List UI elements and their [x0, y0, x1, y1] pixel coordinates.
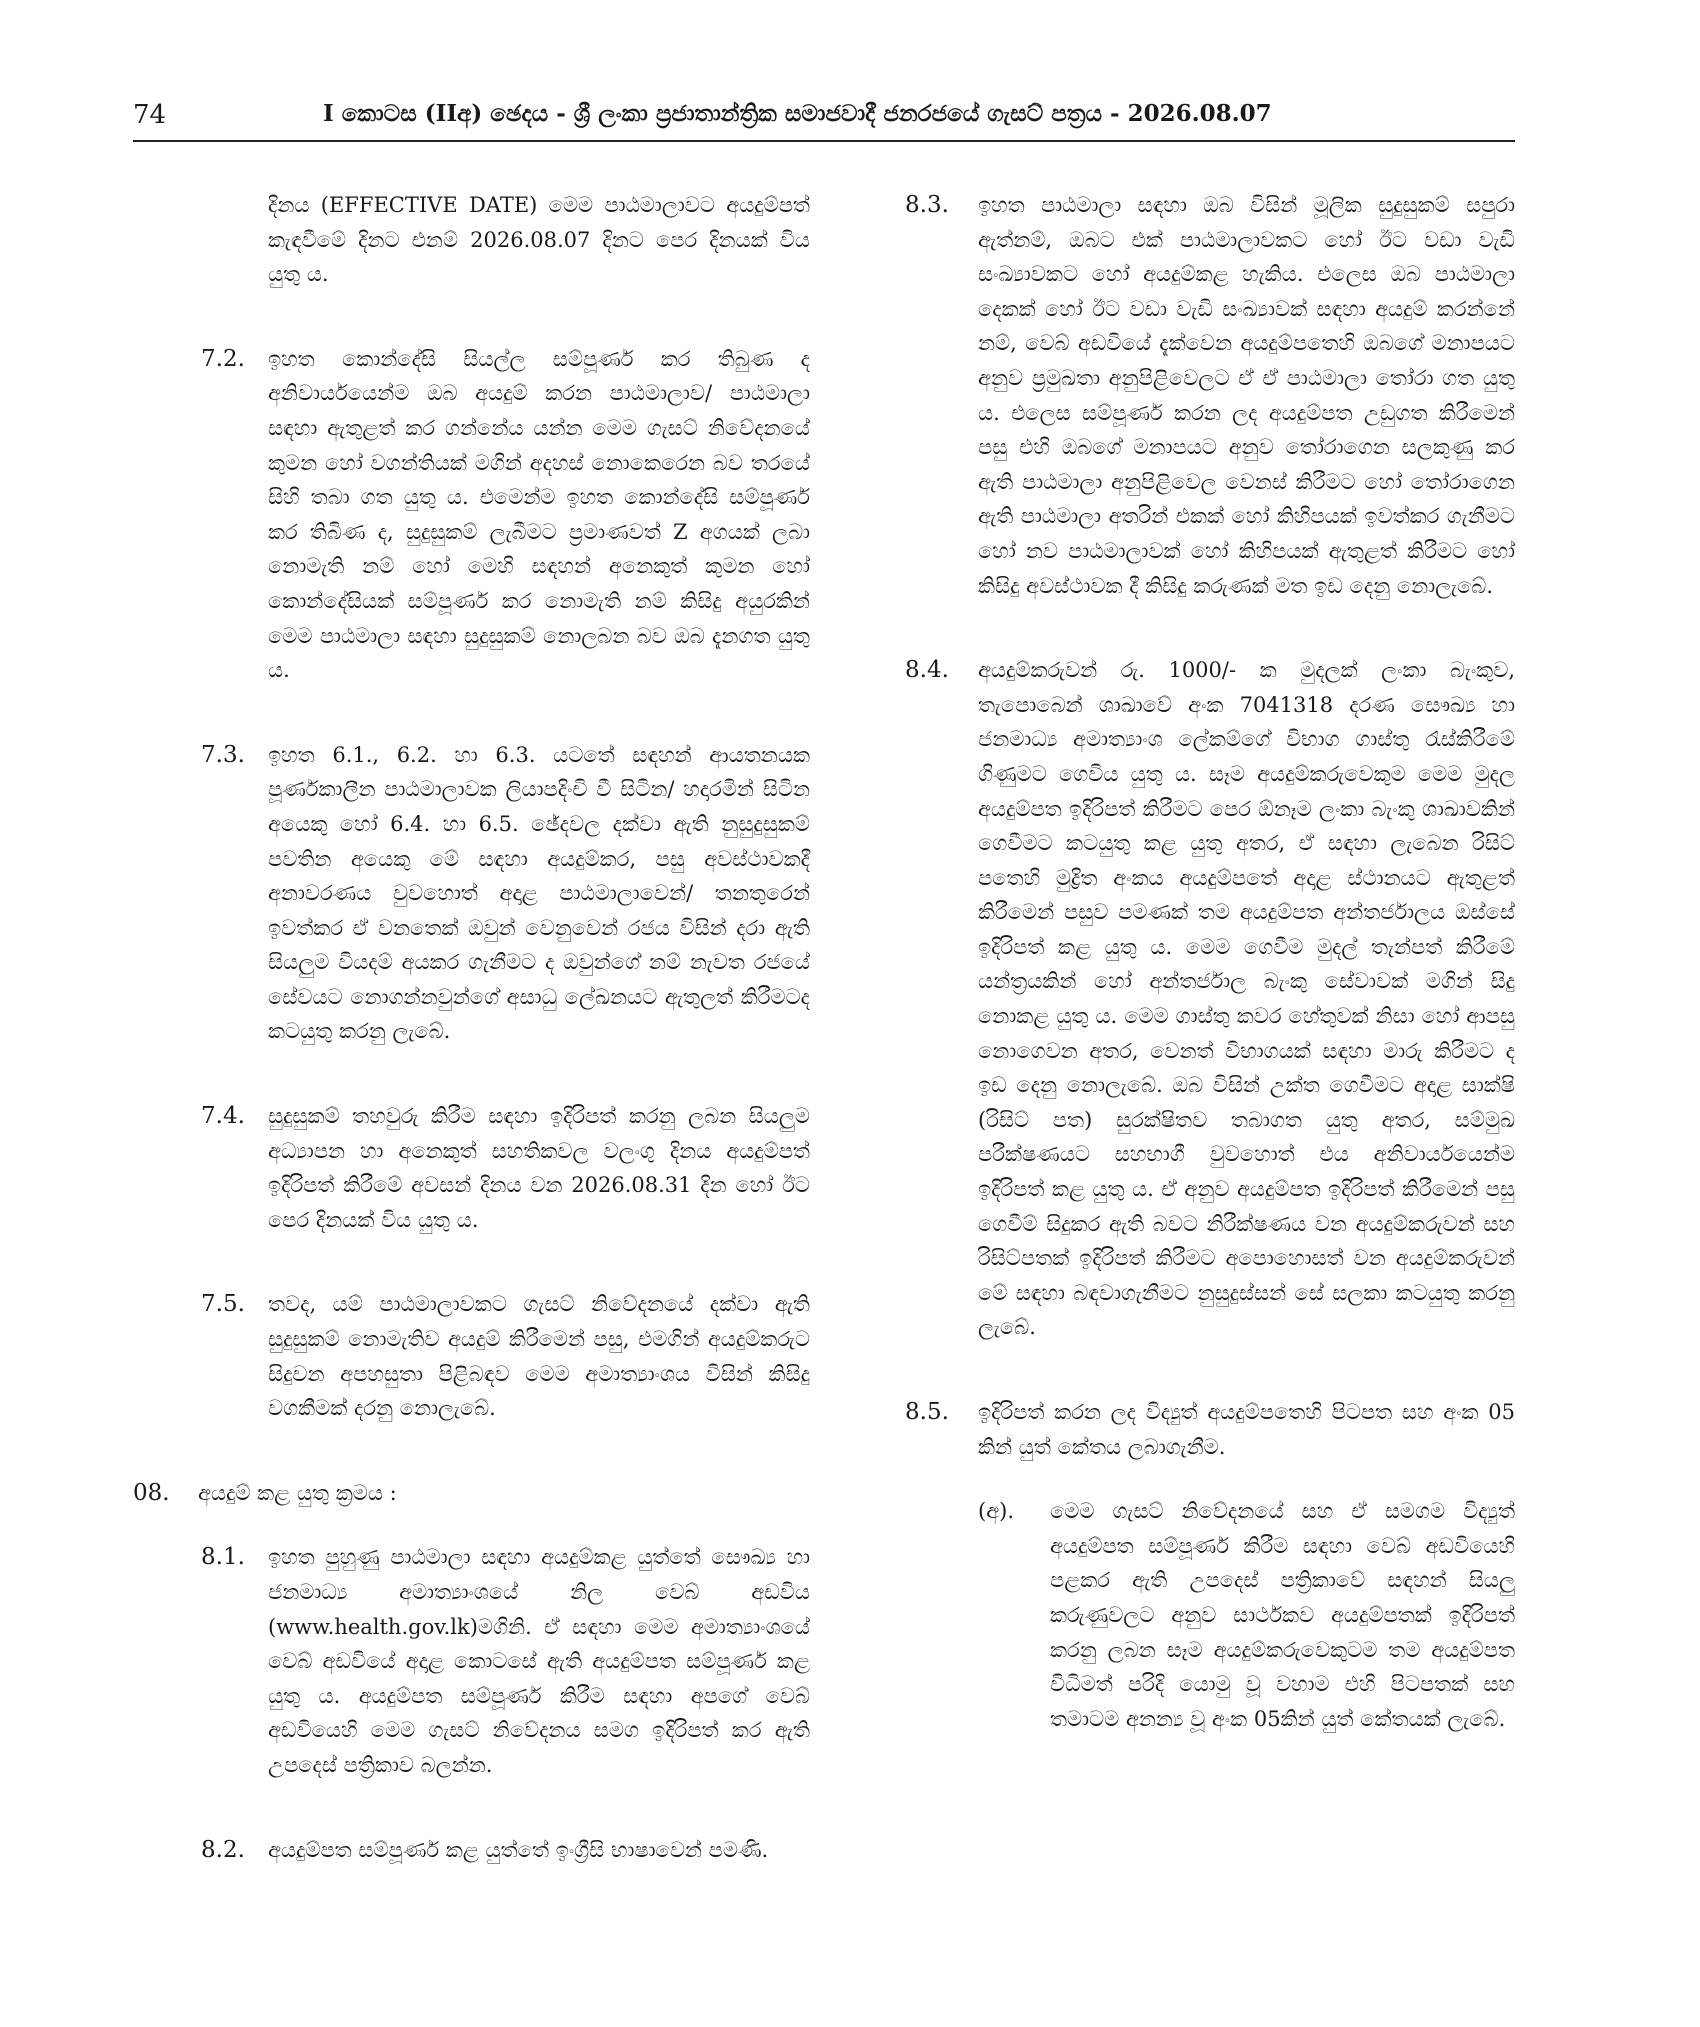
clause-8-4 [905, 653, 1515, 1345]
clause-text: සුදුසුකම් තහවුරු කිරීම සඳහා ඉදිරිපත් කරනු ලබන සියලුම අධ්‍යාපන හා අනෙකුත් සහතිකවල වලංගු දිනය අයදුම්පත් ඉදිරිපත් කිරීමේ අවසන් දිනය වන 2026.08.31 දින හෝ ඊට පෙර දිනයක් විය යුතු ය. [268, 1104, 810, 1232]
clause-number: 8.4. [905, 657, 949, 684]
clause-text: අයදුම්පත සම්පූර්ණ කළ යුත්තේ ඉංග්‍රීසි භාෂාවෙන් පමණි. [268, 1837, 769, 1862]
clause-number: 7.4. [201, 1103, 245, 1130]
clause-number: 8.5. [905, 1399, 949, 1425]
clause-text: අයදුම්කරුවන් රු. 1000/- ක මුදලක් ලංකා බැංකුව, තැපොබෙන් ශාඛාවේ අංක 7041318 දරණ සෞඛ්‍ය හා ජනමාධ්‍ය අමාත්‍යාංශ ලේකම්ගේ විභාග ගාස්තු රැස්කිරීමේ ගිණුමට ගෙවිය යුතු ය. සෑම අයදුම්කරුවෙකුම මෙම මුදල අයදුම්පත ඉදිරිපත් කිරීමට පෙර ඕනෑම ලංකා බැංකු ශාඛාවකින් ගෙවීමට කටයුතු කළ යුතු අතර, ඒ සඳහා ලැබෙන රිසිට් පතෙහි මුද්‍රිත අංකය අයදුම්පතේ අදාළ ස්ථානයට ඇතුළත් කිරීමෙන් පසුව පමණක් තම අයදුම්පත අන්තර්ජාලය ඔස්සේ ඉදිරිපත් කළ යුතු ය. මෙම ගෙවීම මුදල් තැන්පත් කිරීමේ යන්ත්‍රයකින් හෝ අන්තර්ජාල බැංකු සේවාවක් මගින් සිදු නොකළ යුතු ය. මෙම ගාස්තු කවර හේතුවක් නිසා හෝ ආපසු නොගෙවන අතර, වෙනත් විභාගයක් සඳහා මාරු කිරීමට ද ඉඩ දෙනු නොලැබේ. ඔබ විසින් උක්ත ගෙවීමට අදාළ සාක්ෂි (රිසිට් පත) සුරක්ෂිතව තබාගත යුතු අතර, සම්මුඛ පරීක්ෂණයට සහභාගී වුවහොත් එය අනිවාර්යයෙන්ම ඉදිරිපත් කළ යුතු ය. ඒ අනුව අයදුම්පත ඉදිරිපත් කිරීමෙන් පසු ගෙවීම් සිදුකර ඇති බවට නිරීක්ෂණය වන අයදුම්කරුවන් සහ රිසිට්පතක් ඉදිරිපත් කිරීමට අපොහොසත් වන අයදුම්කරුවන් මේ සඳහා බඳවාගැනීමට නුසුදුස්සන් සේ සලකා කටයුතු කරනු ලැබේ. [978, 658, 1515, 1340]
clause-number: 7.3. [201, 741, 245, 768]
section-08-heading [133, 1476, 810, 1511]
clause-text: ඉහත පාඨමාලා සඳහා ඔබ විසින් මූලික සුදුසුකම් සපුරා ඇත්නම්, ඔබට එක් පාඨමාලාවකට හෝ ඊට වඩා වැඩි සංඛ්‍යාවකට හෝ අයදුම්කළ හැකිය. එලෙස ඔබ පාඨමාලා දෙකක් හෝ ඊට වඩා වැඩි සංඛ්‍යාවක් සඳහා අයදුම් කරන්නේ නම්, වෙබ් අඩවියේ දැක්වෙන අයදුම්පතෙහි ඔබගේ මනාපයට අනුව ප්‍රමුඛතා අනුපිළිවෙලට ඒ ඒ පාඨමාලා තෝරා ගත යුතු ය. එලෙස සම්පූර්ණ කරන ලද අයදුම්පත උඩුගත කිරීමෙන් පසු එහි ඔබගේ මනාපයට අනුව තෝරාගෙන සලකුණු කර ඇති පාඨමාලා අනුපිළිවෙල වෙනස් කිරීමට හෝ තෝරාගෙන ඇති පාඨමාලා අතරින් එකක් හෝ කිහිපයක් ඉවත්කර ගැනීමට හෝ නව පාඨමාලාවක් හෝ කිහිපයක් ඇතුළත් කිරීමට හෝ කිසිදු අවස්ථාවක දී කිසිදු කරුණක් මත ඉඩ දෙනු නොලැබේ. [978, 193, 1515, 598]
clause-8-1 [133, 1540, 810, 1782]
clause-text: ඉහත පුහුණු පාඨමාලා සඳහා අයදුම්කළ යුත්තේ සෞඛ්‍ය හා ජනමාධ්‍ය අමාත්‍යාංශයේ නිල වෙබ් අඩවිය (www.health.gov.lk)මගිනි. ඒ සඳහා මෙම අමාත්‍යාංශයේ වෙබ් අඩවියේ අදාළ කොටසේ ඇති අයදුම්පත සම්පූර්ණ කළ යුතු ය. අයදුම්පත සම්පූර්ණ කිරීම සඳහා අපගේ වෙබ් අඩවියෙහි මෙම ගැසට් නිවේදනය සමග ඉදිරිපත් කර ඇති උපදෙස් පත්‍රිකාව බලන්න. [268, 1545, 810, 1777]
clause-8-3 [905, 188, 1515, 603]
clause-number: 8.2. [201, 1836, 245, 1863]
clause-text: ඉහත 6.1., 6.2. හා 6.3. යටතේ සඳහන් ආයතනයක පූර්ණකාලීන පාඨමාලාවක ලියාපදිංචි වී සිටින/ හදාරමින් සිටින අයෙකු හෝ 6.4. හා 6.5. ඡේදවල දක්වා ඇති නුසුදුසුකම් පවතින අයෙකු මේ සඳහා අයදුම්කර, පසු අවස්ථාවකදී අනාවරණය වුවහොත් අදාළ පාඨමාලාවෙන්/ තනතුරෙන් ඉවත්කර ඒ වනතෙක් ඔවුන් වෙනුවෙන් රජය විසින් දරා ඇති සියලුම වියදම් අයකර ගැනීමට ද ඔවුන්ගේ නම් නැවත රජයේ සේවයට නොගන්නවුන්ගේ අසාධු ලේඛනයට ඇතුලත් කිරීමටද කටයුතු කරනු ලැබේ. [268, 742, 810, 1044]
clause-7-5 [133, 1287, 810, 1425]
clause-7-4 [133, 1099, 810, 1237]
running-head: I කොටස (IIඅ) ඡෙදය - ශ්‍රී ලංකා ප්‍රජාතාන්ත්‍රික සමාජවාදී ජනරජයේ ගැසට් පත්‍රය - 2026.08.07 [323, 100, 1272, 127]
page-number: 74 [133, 100, 167, 130]
clause-text: ඉදිරිපත් කරන ලද විද්‍යුත් අයදුම්පතෙහි පිටපත සහ අංක 05 කින් යුත් කේතය ලබාගැනීම. [978, 1400, 1515, 1459]
clause-number: 7.5. [201, 1291, 245, 1318]
right-column [905, 188, 1515, 1736]
clause-number: 8.1. [201, 1544, 245, 1571]
continued-paragraph: දිනය (EFFECTIVE DATE) මෙම පාඨමාලාවට අයදුම්පත් කැඳවීමේ දිනට එනම් 2026.08.07 දිනට පෙර දිනයක් විය යුතු ය. [268, 193, 810, 287]
clause-text: තවද, යම් පාඨමාලාවකට ගැසට් නිවේදනයේ දක්වා ඇති සුදුසුකම් නොමැතිව අයදුම් කිරීමෙන් පසු, එමගින් අයදුම්කරුට සිදුවන අපහසුතා පිළිබඳව මෙම අමාත්‍යාංශය විසින් කිසිදු වගකීමක් දරනු නොලැබේ. [268, 1292, 810, 1421]
clause-7-2 [133, 342, 810, 688]
clause-number: 7.2. [201, 345, 245, 372]
subclause-number: (අ). [978, 1499, 1014, 1524]
clause-8-2 [133, 1833, 810, 1868]
subclause-text: මෙම ගැසට් නිවේදනයේ සහ ඒ සමගම විද්‍යුත් අයදුම්පත සම්පූර්ණ කිරීම සඳහා වෙබ් අඩවියෙහි පළකර ඇති උපදෙස් පත්‍රිකාවේ සඳහන් සියලු කරුණුවලට අනුව සාර්ථකව අයදුම්පතක් ඉදිරිපත් කරනු ලබන සෑම අයදුම්කරුවෙකුටම තම අයදුම්පත විධිමත් පරිදි යොමු වූ වහාම එහි පිටපතක් සහ තමාටම අනන්‍ය වූ අංක 05කින් යුත් කේතයක් ලැබේ. [1050, 1499, 1515, 1731]
section-number: 08. [133, 1479, 170, 1506]
clause-number: 8.3. [905, 192, 949, 218]
clause-7-3 [133, 738, 810, 1049]
left-column [133, 188, 810, 1867]
clause-8-5-a [978, 1494, 1515, 1736]
clause-8-5 [905, 1395, 1515, 1464]
clause-text: ඉහත කොන්දේසි සියල්ල සම්පූර්ණ කර තිබුණ ද අනිවාර්යයෙන්ම ඔබ අයදුම් කරන පාඨමාලාව/ පාඨමාලා සඳහා ඇතුළත් කර ගන්නේය යන්න මෙම ගැසට් නිවේදනයේ කුමන හෝ වගන්තියක් මගින් අදහස් නොකෙරෙන බව තරයේ සිහි තබා ගත යුතු ය. එමෙන්ම ඉහත කොන්දේසි සම්පූර්ණ කර තිබිණ ද, සුදුසුකම් ලැබීමට ප්‍රමාණවත් Z අගයක් ලබා නොමැති නම් හෝ මෙහි සඳහන් අනෙකුත් කුමන හෝ කොන්දේසියක් සම්පූර්ණ කර නොමැති නම් කිසිදු අයුරකින් මෙම පාඨමාලා සඳහා සුදුසුකම් නොලබන බව ඔබ දැනගත යුතු ය. [268, 346, 810, 683]
section-title: අයදුම් කළ යුතු ක්‍රමය : [198, 1480, 397, 1505]
page-header [133, 100, 1515, 142]
